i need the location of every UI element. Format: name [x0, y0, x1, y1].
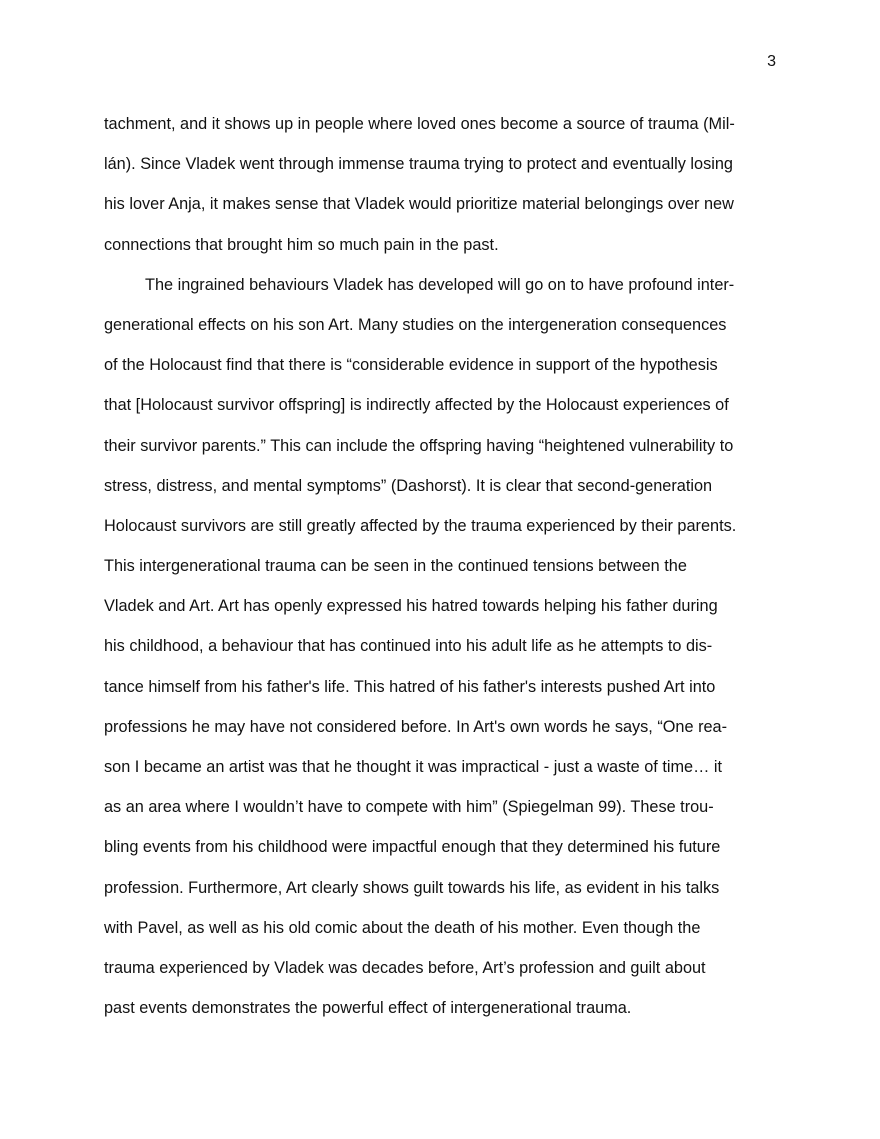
text-line: that [Holocaust survivor offspring] is indirectly affected by the Holocaust experiences of: [104, 396, 729, 415]
text-line: bling events from his childhood were impactful enough that they determined his future: [104, 838, 721, 857]
text-line: trauma experienced by Vladek was decades before, Art’s profession and guilt about: [104, 958, 706, 977]
paragraph: [104, 265, 794, 1029]
text-line: past events demonstrates the powerful effect of intergenerational trauma.: [104, 999, 632, 1018]
text-line: son I became an artist was that he thought it was impractical - just a waste of time… it: [104, 758, 723, 776]
text-line: stress, distress, and mental symptoms” (Dashorst). It is clear that second-generation: [104, 476, 713, 495]
text-line: profession. Furthermore, Art clearly shows guilt towards his life, as evident in his talks: [104, 878, 720, 897]
text-line: his childhood, a behaviour that has continued into his adult life as he attempts to dis-: [104, 637, 713, 656]
text-line: his lover Anja, it makes sense that Vladek would prioritize material belongings over new: [104, 195, 734, 214]
text-line: of the Holocaust find that there is “considerable evidence in support of the hypothesis: [104, 356, 718, 375]
text-line: tachment, and it shows up in people where loved ones become a source of trauma (Mil-: [104, 115, 735, 133]
paragraph: [104, 104, 794, 265]
text-line: professions he may have not considered before. In Art's own words he says, “One rea-: [104, 717, 728, 736]
text-line: Holocaust survivors are still greatly affected by the trauma experienced by their parents.: [104, 516, 737, 535]
text-line: as an area where I wouldn’t have to compete with him” (Spiegelman 99). These trou-: [104, 798, 714, 817]
text-line: The ingrained behaviours Vladek has developed will go on to have profound inter-: [145, 275, 735, 294]
text-line: generational effects on his son Art. Many studies on the intergeneration consequences: [104, 315, 727, 334]
text-line: lán). Since Vladek went through immense trauma trying to protect and eventually losing: [104, 155, 733, 174]
text-line: with Pavel, as well as his old comic about the death of his mother. Even though the: [104, 918, 701, 937]
text-line: connections that brought him so much pain in the past.: [104, 235, 499, 254]
body-text: [104, 104, 794, 1028]
text-line: Vladek and Art. Art has openly expressed his hatred towards helping his father during: [104, 597, 718, 616]
text-line: their survivor parents.” This can include the offspring having “heightened vulnerability to: [104, 436, 734, 455]
page-number: 3: [767, 53, 776, 70]
text-line: This intergenerational trauma can be seen in the continued tensions between the: [104, 557, 687, 576]
text-line: tance himself from his father's life. This hatred of his father's interests pushed Art into: [104, 677, 716, 696]
